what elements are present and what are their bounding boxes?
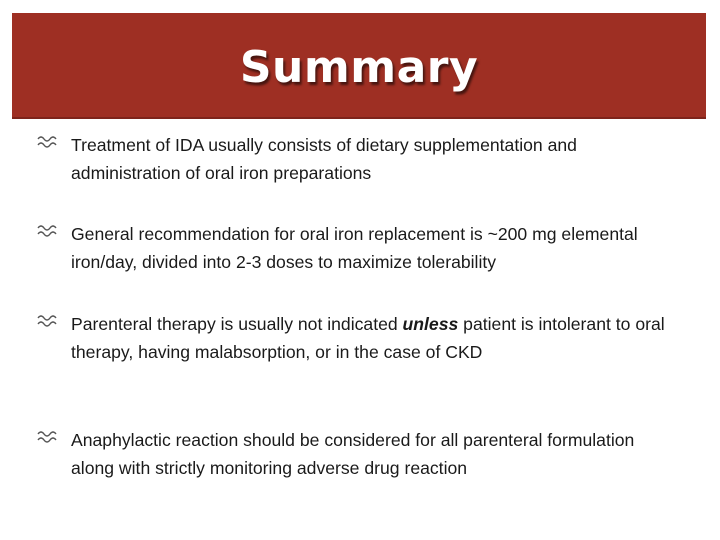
bullet-text <box>71 310 671 366</box>
bullet-emphasis: unless <box>402 314 459 334</box>
bullet-text-after: patient is intolerant to oral therapy, having malabsorption, or in the case of CKD <box>71 314 665 362</box>
double-wave-icon <box>36 223 60 239</box>
double-wave-icon <box>36 313 60 329</box>
bullet-text: Anaphylactic reaction should be considered for all parenteral formulation along with strictly monitoring adverse drug reaction <box>71 430 635 478</box>
bullet-text: Treatment of IDA usually consists of dietary supplementation and administration of oral iron preparations <box>71 135 577 183</box>
title-bar <box>12 13 706 119</box>
bullet-text-before: Parenteral therapy is usually not indicated <box>71 314 403 334</box>
double-wave-icon <box>36 134 60 150</box>
double-wave-icon <box>36 429 60 445</box>
slide-title: Summary <box>239 42 479 93</box>
bullet-text: General recommendation for oral iron replacement is ~200 mg elemental iron/day, divided into 2-3 doses to maximize tolerability <box>71 224 638 272</box>
